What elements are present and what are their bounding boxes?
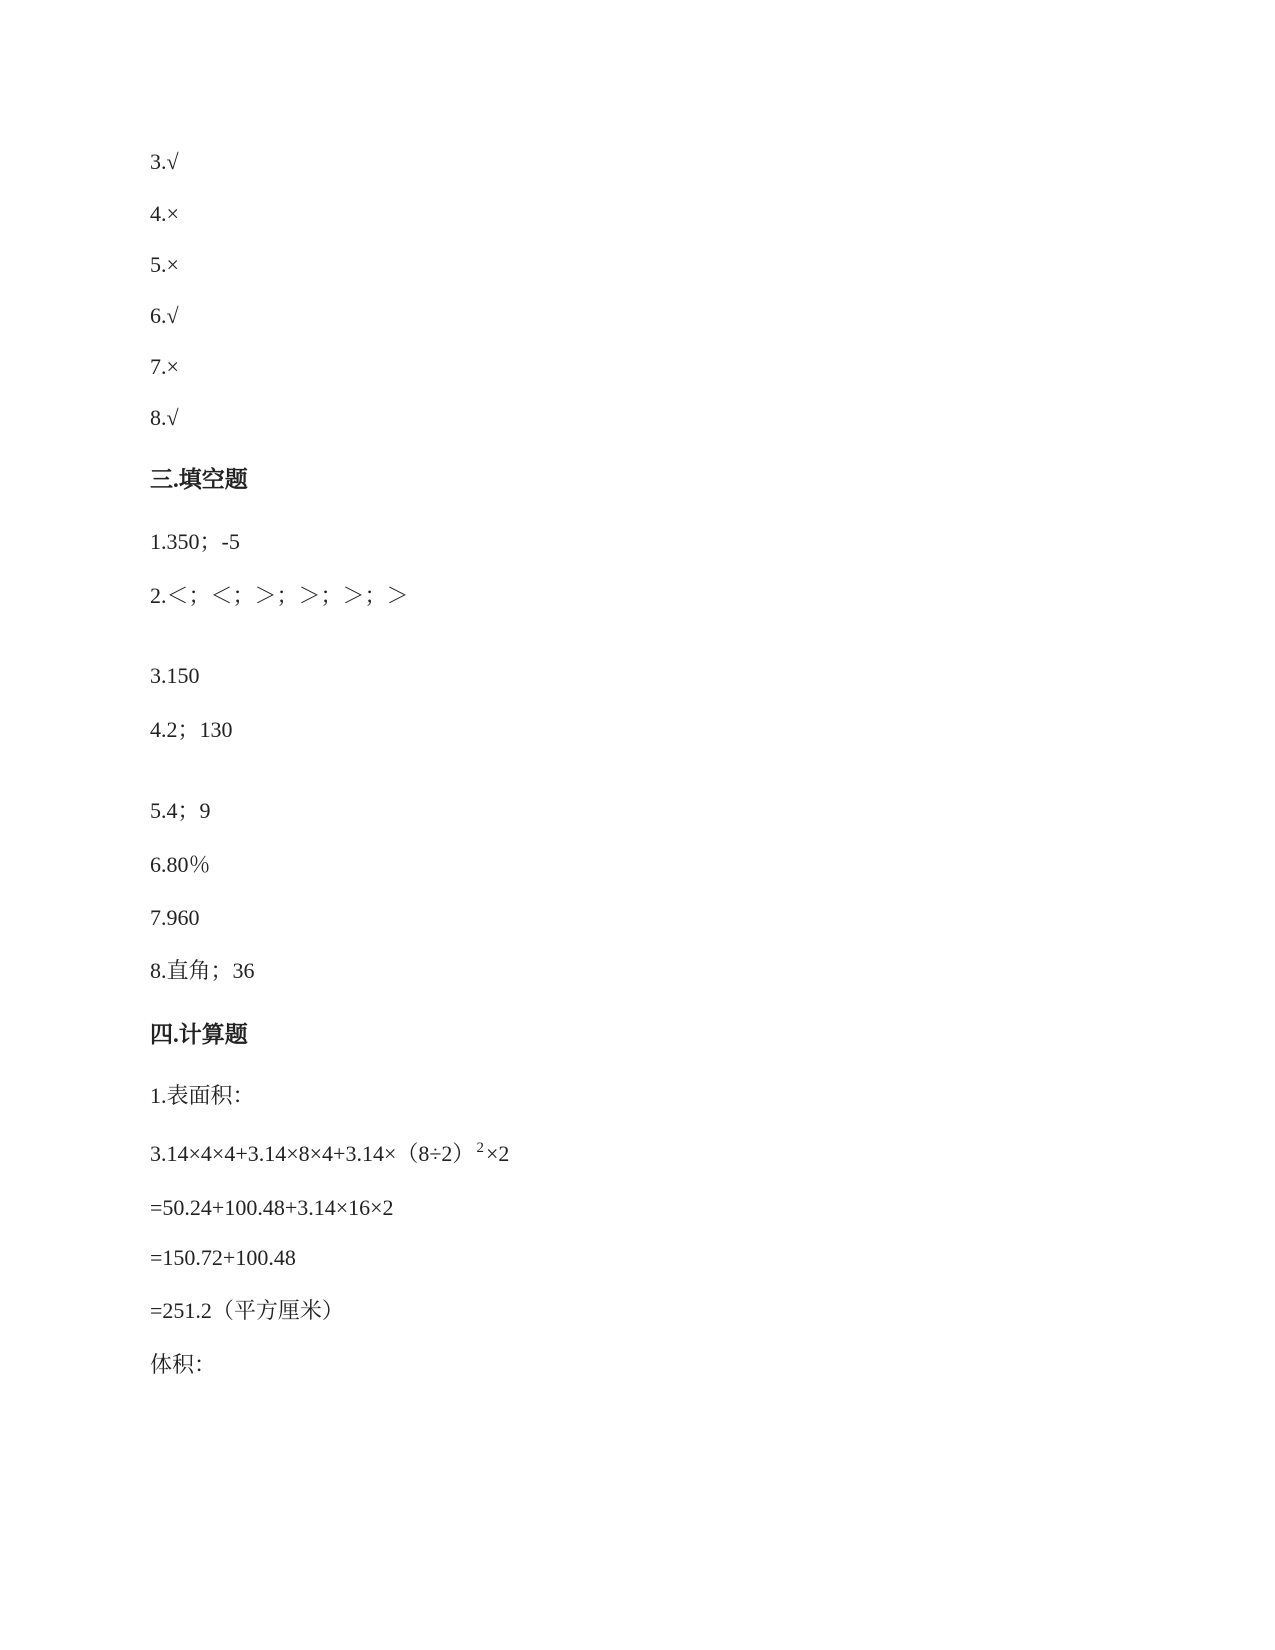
fill-answer-8: 8.直角；36 (150, 958, 255, 983)
calc-step-2: =150.72+100.48 (150, 1245, 296, 1270)
formula-exponent: 2 (476, 1140, 484, 1156)
answer-7: 7.× (150, 354, 179, 379)
fill-answer-4: 4.2；130 (150, 717, 233, 742)
formula-main: 3.14×4×4+3.14×8×4+3.14×（8÷2） (150, 1141, 475, 1166)
formula-tail: ×2 (485, 1141, 510, 1166)
fill-answer-1: 1.350；-5 (150, 529, 240, 554)
calc-step-3: =251.2（平方厘米） (150, 1298, 344, 1323)
fill-answer-2: 2.＜；＜；＞；＞；＞；＞ (150, 583, 409, 608)
answer-4: 4.× (150, 201, 179, 226)
section-heading-fill-blank: 三.填空题 (150, 467, 248, 492)
fill-answer-5: 5.4；9 (150, 798, 211, 823)
calc-q1-label: 1.表面积： (150, 1083, 255, 1108)
answer-5: 5.× (150, 252, 179, 277)
calc-step-1: =50.24+100.48+3.14×16×2 (150, 1195, 394, 1220)
fill-answer-6: 6.80％ (150, 852, 211, 877)
calc-formula (150, 1140, 509, 1168)
fill-answer-7: 7.960 (150, 905, 200, 930)
section-heading-calculation: 四.计算题 (150, 1022, 248, 1047)
answer-3: 3.√ (150, 149, 179, 174)
answer-8: 8.√ (150, 405, 179, 430)
answer-6: 6.√ (150, 303, 179, 328)
volume-label: 体积： (150, 1352, 217, 1377)
fill-answer-3: 3.150 (150, 663, 200, 688)
